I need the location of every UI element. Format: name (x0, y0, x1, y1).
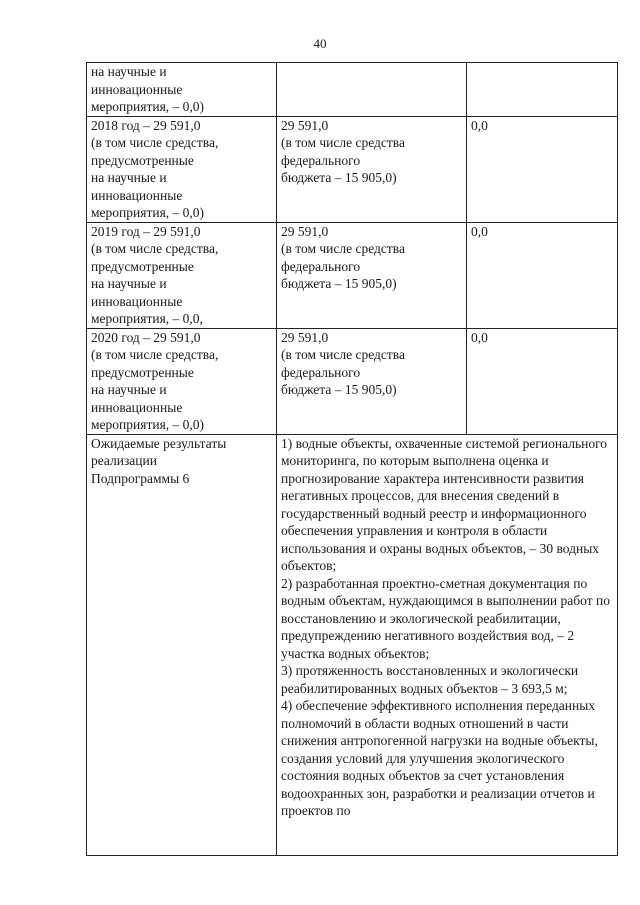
year-total-cell-line: 2019 год – 29 591,0 (91, 223, 201, 239)
federal-budget-cell-line: федерального (281, 364, 361, 380)
other-funds-cell-value: 0,0 (471, 117, 488, 133)
year-total-cell-line: инновационные (91, 81, 183, 97)
other-funds-cell-value: 0,0 (471, 223, 488, 239)
year-total-cell-line: предусмотренные (91, 364, 194, 380)
year-total-cell (87, 222, 277, 328)
result-item: 1) водные объекты, охваченные системой регионального мониторинга, по которым выполнена оценка и прогнозирование характера интенсивности развития негативных процессов, для внесения сведений в государственный водный реестр и информационного обеспечения управления и контроля в области использования и охраны водных объектов, – 30 водных объектов; (281, 435, 608, 573)
other-funds-cell (467, 116, 618, 222)
result-item: 4) обеспечение эффективного исполнения переданных полномочий в области водных отношений в части снижения антропогенной нагрузки на водные объекты, создания условий для улучшения экологического состояния водных объектов за счет установления водоохранных зон, разработки и реализации отчетов и проектов по (281, 698, 598, 818)
federal-budget-cell-line: бюджета – 15 905,0) (281, 276, 397, 291)
expected-results-label (87, 434, 277, 855)
expected-results-label-line: Ожидаемые результаты (91, 435, 227, 451)
year-total-cell-line: инновационные (91, 399, 183, 415)
year-total-cell-line: 2018 год – 29 591,0 (91, 117, 201, 133)
federal-budget-cell-line: 29 591,0 (281, 223, 329, 239)
federal-budget-cell-line: (в том числе средства (281, 347, 405, 362)
table-row (87, 222, 618, 328)
expected-results-content (277, 434, 618, 855)
year-total-cell-line: предусмотренные (91, 258, 194, 274)
federal-budget-cell-line: 29 591,0 (281, 117, 329, 133)
year-total-cell-line: инновационные (91, 293, 183, 309)
year-total-cell-line: мероприятия, – 0,0) (91, 99, 205, 114)
year-total-cell (87, 116, 277, 222)
year-total-cell-line: на научные и (91, 276, 167, 291)
federal-budget-cell-line: федерального (281, 152, 361, 168)
federal-budget-cell (277, 328, 467, 434)
year-total-cell (87, 63, 277, 117)
table-row (87, 328, 618, 434)
federal-budget-cell-line: бюджета – 15 905,0) (281, 382, 397, 397)
year-total-cell-line: на научные и (91, 64, 167, 79)
year-total-cell-line: 2020 год – 29 591,0 (91, 329, 201, 345)
federal-budget-cell-line: 29 591,0 (281, 329, 329, 345)
year-total-cell-line: (в том числе средства, (91, 347, 219, 362)
federal-budget-cell-line: бюджета – 15 905,0) (281, 170, 397, 185)
year-total-cell-line: предусмотренные (91, 152, 194, 168)
result-item: 2) разработанная проектно-сметная документация по водным объектам, нуждающимся в выполнении работ по восстановлению и экологической реабилитации, предупреждению негативного воздействия вод, – 2 участка водных объектов; (281, 575, 610, 661)
page-number: 40 (313, 36, 327, 51)
year-total-cell-line: мероприятия, – 0,0, (91, 311, 203, 326)
table-row (87, 63, 618, 117)
year-total-cell-line: на научные и (91, 170, 167, 185)
federal-budget-cell (277, 116, 467, 222)
year-total-cell-line: (в том числе средства, (91, 241, 219, 256)
other-funds-cell (467, 328, 618, 434)
other-funds-cell-value: 0,0 (471, 329, 488, 345)
year-total-cell-line: мероприятия, – 0,0) (91, 417, 205, 432)
table-row (87, 116, 618, 222)
federal-budget-cell-line: (в том числе средства (281, 135, 405, 150)
other-funds-cell (467, 222, 618, 328)
expected-results-row (87, 434, 618, 855)
financing-table (86, 62, 618, 856)
year-total-cell-line: инновационные (91, 187, 183, 203)
federal-budget-cell (277, 222, 467, 328)
result-item: 3) протяженность восстановленных и экологически реабилитированных водных объектов – 3 693,5 м; (281, 663, 579, 696)
year-total-cell-line: (в том числе средства, (91, 135, 219, 150)
year-total-cell-line: мероприятия, – 0,0) (91, 205, 205, 220)
year-total-cell-line: на научные и (91, 382, 167, 397)
federal-budget-cell-line: (в том числе средства (281, 241, 405, 256)
federal-budget-cell-line: федерального (281, 258, 361, 274)
year-total-cell (87, 328, 277, 434)
other-funds-cell (467, 63, 618, 117)
federal-budget-cell (277, 63, 467, 117)
expected-results-label-line: реализации (91, 453, 157, 468)
expected-results-label-line: Подпрограммы 6 (91, 470, 190, 486)
